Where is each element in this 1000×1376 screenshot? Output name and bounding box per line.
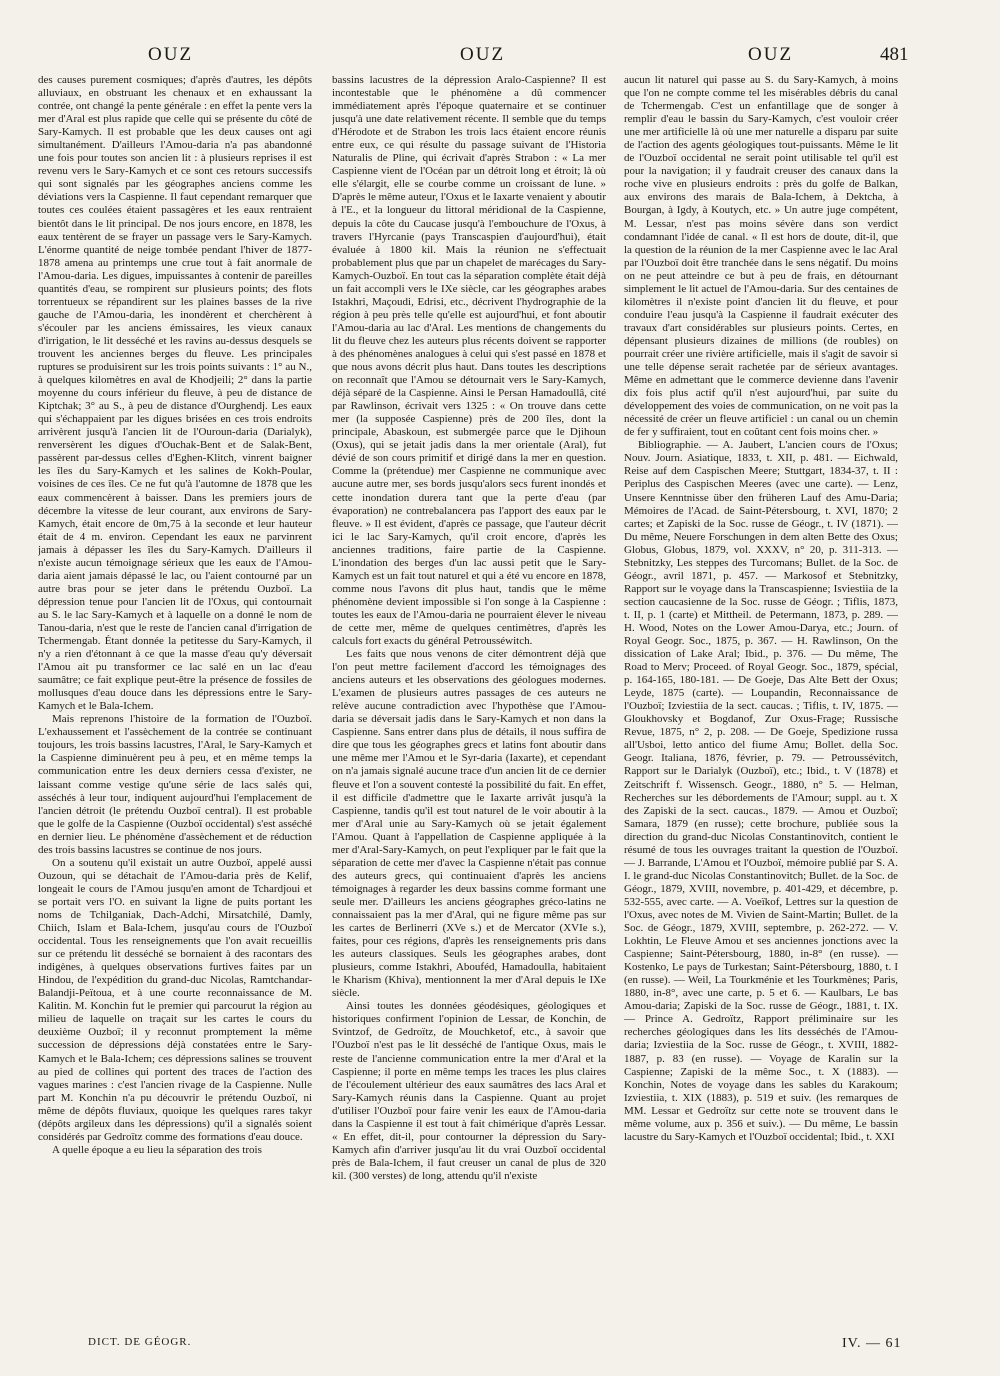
running-head-left: OUZ <box>148 44 194 65</box>
paragraph: bassins lacustres de la dépression Aralo-Caspienne? Il est incontestable que le phénomène a dû commencer immédiatement après l'époque quaternaire et se continuer jusqu'à une date relativement récente. Il semble que du temps d'Hérodote et de Strabon les trois lacs étaient encore réunis entre eux, ce qui résulte du passage suivant de l'Historia Naturalis de Pline, qui écrivait d'après Strabon : « La mer Caspienne vient de l'Océan par un détroit long et étroit; là où elle s'élargit, elle se courbe comme un croissant de lune. » D'après le même auteur, l'Oxus et le Iaxarte venaient y aboutir à l'E., et la longueur du littoral méridional de la Caspienne, depuis la côte du Caucase jusqu'à l'embouchure de l'Oxus, à travers l'Hyrcanie (pays Transcaspien d'aujourd'hui), était évaluée à 1800 kil. Mais la réunion ne s'effectuait probablement plus que par un chapelet de marécages du Sary-Kamych-Ouzboï. En tout cas la séparation complète était déjà un fait accompli vers le IXe siècle, car les géographes arabes Istakhri, Maçoudi, Edrisi, etc., décrivent l'hydrographie de la région à peu près telle qu'elle est aujourd'hui, et font aboutir l'Amou-daria au lac d'Aral. Les mentions de changements du lit du fleuve chez les auteurs plus récents doivent se rapporter à des phénomènes analogues à celui qui s'est passé en 1878 et que nous avons décrit plus haut. Dans toutes les descriptions on reconnaît que l'Amou se détournait vers le Sary-Kamych, déjà séparé de la Caspienne. Ainsi le Persan Hamadoullâ, cité par Rawlinson, écrivait vers 1325 : « On trouve dans cette mer (la supposée Caspienne) près de 200 îles, dont la principale, Abaskoun, est submergée parce que le Djihoun (Oxus), qui se jetait jadis dans la mer orientale (Aral), fut dévié de son cours primitif et dirigé dans la mer en question. Comme la (prétendue) mer Caspienne ne communique avec aucune autre mer, ses bords jusqu'alors secs furent inondés et cette inondation durera tant que la perte d'eau (par évaporation) ne contrebalancera pas l'apport des eaux par le fleuve. » Il est évident, d'après ce passage, que l'auteur décrit ici le lac Sary-Kamych, qu'il croit encore, d'après les anciennes traditions, faire partie de la Caspienne. L'inondation des berges d'un lac aussi petit que le Sary-Kamych est un fait tout naturel et qui a été vu encore en 1878, comme nous l'avons dit plus haut, tandis que le même phénomène devient impossible si l'on songe à la Caspienne : toutes les eaux de l'Amou-daria ne pourraient élever le niveau de cette mer, même de quelques centimètres, d'après les calculs fort exacts du général Petrousséwitch. <box>332 74 606 648</box>
bibliography: Bibliographie. — A. Jaubert, L'ancien cours de l'Oxus; Nouv. Journ. Asiatique, 1833, t. XII, p. 481. — Eichwald, Reise auf dem Caspischen Meere; Stuttgart, 1834-37, t. II : Periplus des Caspischen Meeres (avec une carte). — Lenz, Unsere Kenntnisse über den früheren Lauf des Amu-Daria; Mémoires de l'Acad. de Saint-Pétersbourg, t. XVI, 1870; 2 cartes; et Zapiski de la Soc. russe de Géogr., t. IV (1871). — Du même, Neuere Forschungen in dem alten Bette des Oxus; Globus, Globus, 1879, vol. XXXV, n° 20, p. 311-313. — Stebnitzky, Les steppes des Turcomans; Bullet. de la Soc. de Géogr., avril 1871, p. 457. — Markosof et Stebnitzky, Rapport sur le voyage dans la Transcaspienne; Isviestiia de la section caucasienne de la Soc. russe de Géogr. ; Tiflis, 1873, t. II, p. 1 (carte) et Mittheil. de Petermann, 1873, p. 289. — H. Wood, Notes on the Lower Amou-Darya, etc.; Journ. of Royal Geogr. Soc., 1875, p. 367. — H. Rawlinson, On the dissication of Lake Aral; Ibid., p. 376. — Du même, The Road to Merv; Proceed. of Royal Geogr. Soc., 1879, spécial, p. 164-165, 180-181. — De Goeje, Das Alte Bett der Oxus; Leyde, 1875 (carte). — Loupandin, Reconnaissance de l'Ouzboï; Izviestiia de la sect. caucas. ; Tiflis, t. IV, 1875. — Gloukhovsky et Bogdanof, Zur Oxus-Frage; Russische Revue, 1875, n° 2, p. 208. — De Goeje, Spedizione russa all'Usboi, letto antico del fiume Amu; Bollet. della Soc. Geogr. Italiana, 1876, février, p. 79. — Petroussévitch, Rapport sur le Darialyk (Ouzboï), etc.; Ibid., t. V (1878) et Zeitschrift f. Wissensch. Geogr., 1880, n° 5. — Helman, Recherches sur les débordements de l'Amour; suppl. au t. X des Zapiski de la sect. caucas., 1879. — Amou et Ouzboï; Samara, 1879 (en russe); cette brochure, publiée sous la direction du grand-duc Nicolas Constantinovitch, contient le résumé de tous les ouvrages traitant la question de l'Ouzboï. — J. Barrande, L'Amou et l'Ouzboï, mémoire publié par S. A. I. le grand-duc Nicolas Constantinovitch; Bullet. de la Soc. de Géogr., 1879, XVIII, novembre, p. 401-429, et décembre, p. 532-555, avec carte. — A. Voeïkof, Lettres sur la question de l'Oxus, avec notes de M. Vivien de Saint-Martin; Bullet. de la Soc. de Géogr., 1879, XVIII, septembre, p. 262-272. — V. Lokhtin, Le Fleuve Amou et ses anciennes jonctions avec la Caspienne; Saint-Pétersbourg, 1880, in-8° (en russe). — Kostenko, Le pays de Turkestan; Saint-Pétersbourg, 1880, t. I (en russe). — Weil, La Tourkménie et les Tourkmènes; Paris, 1880, in-8°, avec une carte, p. 5 et 6. — Kaulbars, Le bas Amou-daria; Zapiski de la Soc. russe de Géogr., 1881, t. IX. — Prince A. Gedroïtz, Rapport préliminaire sur les recherches géologiques dans les lits desséchés de l'Amou-daria; Izviestiia de la Soc. russe de Géogr., t. XVIII, 1882-1887, p. 83 (en russe). — Voyage de Karalin sur la Caspienne; Zapiski de la même Soc., t. X (1883). — Konchin, Notes de voyage dans les sables du Karakoum; Izviestiia, t. XIX (1883), p. 519 et suiv. (les remarques de MM. Lessar et Gedroïtz sur cette note se trouvent dans le même volume, aux p. 356 et suiv.). — Du même, Le bassin lacustre du Sary-Kamych et l'Ouzboï occidental; Ibid., t. XXI <box>624 439 898 1143</box>
paragraph: Mais reprenons l'histoire de la formation de l'Ouzboï. L'exhaussement et l'assèchement de la contrée se continuant toujours, les trois bassins lacustres, l'Aral, le Sary-Kamych et la Caspienne diminuèrent peu à peu, et en même temps la communication entre les deux derniers cessa d'exister, ne laissant comme vestige qu'une série de lacs salés qui, asséchés à leur tour, indiquent aujourd'hui l'emplacement de l'ancien détroit (le prétendu Ouzboï central). Il est probable que le golfe de la Caspienne (Ouzboï occidental) s'est asséché en dernier lieu. Le phénomène d'assèchement et de réduction des trois bassins lacustres se continue de nos jours. <box>38 713 312 856</box>
text-column-2 <box>332 74 606 1322</box>
running-head-center: OUZ <box>460 44 506 65</box>
paragraph: aucun lit naturel qui passe au S. du Sary-Kamych, à moins que l'on ne compte comme tel les misérables débris du canal de Tchermengab. C'est un enfantillage que de songer à remplir d'eau le bassin du Sary-Kamych, c'est vouloir créer une mer artificielle là où une mer naturelle a disparu par suite de l'action des agents géologiques tout-puissants. Même le lit de l'Ouzboï occidental ne serait point utilisable tel qu'il est pour la navigation; il y faudrait creuser des canaux dans la roche vive en plusieurs endroits : près du golfe de Balkan, aux environs des marais de Bala-Ichem, à Dektcha, à Bourgan, à Igdy, à Koutych, etc. » Un autre juge compétent, M. Lessar, n'est pas moins sévère dans son verdict condamnant l'idée de canal. « Il est hors de doute, dit-il, que la question de la réunion de la mer Caspienne avec le lac Aral par l'Ouzboï doit être tranchée dans le sens négatif. Du moins on ne peut atteindre ce but à peu de frais, en détournant simplement le lit actuel de l'Amou-daria. Sur des centaines de kilomètres il n'existe point d'ancien lit du fleuve, et pour conduire l'eau jusqu'à la Caspienne il faudrait exécuter des travaux d'art considérables sur plusieurs points. Certes, en dépensant plusieurs dizaines de millions (de roubles) on pourrait créer une rivière artificielle, mais il s'agit de savoir si une telle dépense serait rachetée par de sérieux avantages. Même en admettant que le commerce devienne dans l'avenir dix fois plus actif qu'il n'est aujourd'hui, par suite du développement des voies de communication, on ne voit pas la nécessité de créer un fleuve artificiel : un canal ou un chemin de fer y suffiraient, tout en coûtant cent fois moins cher. » <box>624 74 898 439</box>
paragraph: Les faits que nous venons de citer démontrent déjà que l'on peut mettre facilement d'accord les témoignages des anciens auteurs et les observations des géologues modernes. L'examen de plusieurs autres passages de ces auteurs ne relève aucune contradiction avec l'hypothèse que l'Amou-daria se déversait jadis dans le Sary-Kamych et non dans la Caspienne. Sans entrer dans plus de détails, il nous suffira de dire que tous les géographes grecs et latins font aboutir dans une même mer l'Amou et le Syr-daria (Iaxarte), et cependant on n'a jamais signalé aucune trace d'un ancien lit de ce dernier fleuve et l'on a souvent contesté la possibilité du fait. En effet, il est difficile d'admettre que le Iaxarte arrivât jusqu'à la Caspienne, tandis qu'il est tout naturel de le voir aboutir à la mer d'Aral unie au Sary-Kamych où se jetait également l'Amou. Quant à l'appellation de Caspienne appliquée à la mer d'Aral-Sary-Kamych, on peut l'expliquer par le fait que la séparation de cette mer d'avec la Caspienne n'était pas connue des auteurs grecs, qui continuaient d'après les anciens témoignages à regarder les deux bassins comme formant une seule mer. D'ailleurs les anciens géographes gréco-latins ne connaissaient pas la mer d'Aral, qui ne figure même pas sur les cartes de Berlinerri (XVe s.) et de Mercator (XVIe s.), faites, pour ces régions, d'après les renseignements pris dans les auteurs classiques. Seuls les géographes arabes, dont plusieurs, comme Istakhri, Abouféd, Hamadoulla, habitaient le Kharism (Khiva), mentionnent la mer d'Aral depuis le IXe siècle. <box>332 648 606 1000</box>
paragraph: des causes purement cosmiques; d'après d'autres, les dépôts alluviaux, en obstruant les chenaux et en exhaussant la contrée, ont changé la pente générale : en effet la pente vers la mer d'Aral est plus rapide que celle qui se présente du côté de Sary-Kamych. Il est probable que les deux causes ont agi simultanément. D'ailleurs l'Amou-daria n'a pas abandonné une fois pour toutes son ancien lit : à plusieurs reprises il est revenu vers le Sary-Kamych et ce sont ces retours successifs qui sont signalés par les géographes anciens comme les déviations vers la Caspienne. Il faut cependant remarquer que toutes ces coulées étaient passagères et les eaux rentraient bientôt dans le lit principal. De nos jours encore, en 1878, les eaux tentèrent de se frayer un passage vers le Sary-Kamych. L'énorme quantité de neige tombée pendant l'hiver de 1877-1878 amena au printemps une crue tout à fait anormale de l'Amou-daria. Les digues, impuissantes à contenir de pareilles quantités d'eau, se rompirent sur plusieurs points; des flots torrentueux se répandirent sur les plaines basses de la rive gauche de l'Amou-daria, les inondèrent et cherchèrent à s'écouler par les anciens émissaires, les vieux canaux d'irrigation, le lit desséché et les ravins au-dessus desquels se trouvent les anciennes berges du fleuve. Les principales ruptures se produisirent sur les trois points suivants : 1° au N., à quelques kilomètres en aval de Khodjeili; 2° dans la partie moyenne du cours inférieur du fleuve, à peu de distance de Kiptchak; 3° au S., à peu de distance d'Ourghendj. Les eaux qui s'échappaient par les digues brisées en ces trois endroits arrivèrent jusqu'à l'ancien lit de l'Ouroun-daria (Darialyk), renversèrent les digues d'Ouchak-Bent et de Salak-Bent, passèrent par-dessus celles d'Eghen-Klitch, vinrent baigner les îles du Sary-Kamych et les salines de Kokh-Poular, voisines de ces îles. Ce ne fut qu'à l'automne de 1878 que les eaux commencèrent à baisser. Dans les premiers jours de décembre la vitesse de leur courant, aux environs de Sary-Kamych, était encore de 0m,75 à la seconde et leur hauteur était de 4 m. environ. Cependant les eaux ne parvinrent jamais à dépasser les îles du Sary-Kamych. D'ailleurs il n'existe aucun témoignage sérieux que les eaux de l'Amou-daria aient jamais dépassé le lac, ou l'aient contourné par un autre bras pour se jeter dans le prétendu Ouzboï. La dépression tenue pour l'ancien lit de l'Oxus, qui contournait au S. le lac Sary-Kamych et à laquelle on a donné le nom de Tanou-daria, n'est que le reste de l'ancien canal d'irrigation de Tchermengab. Étant donnée la petitesse du Sary-Kamych, il n'y a rien d'étonnant à ce que la masse d'eau qu'y déversait l'Amou ait pu transformer ce lac salé en un lac d'eau saumâtre; ce fait explique peut-être la présence de fossiles de mollusques d'eau douce dans les dépressions entre le Sary-Kamych et le Bala-Ichem. <box>38 74 312 713</box>
running-head-right: OUZ <box>748 44 794 65</box>
text-column-1 <box>38 74 312 1322</box>
footer-left: DICT. DE GÉOGR. <box>88 1336 192 1348</box>
paragraph: Ainsi toutes les données géodésiques, géologiques et historiques confirment l'opinion de Lessar, de Konchin, de Svintzof, de Gedroïtz, de Mouchketof, etc., à savoir que l'Ouzboï n'est pas le lit desséché de l'antique Oxus, mais le reste de l'ancienne communication entre la mer d'Aral et la Caspienne; il porte en même temps les traces les plus claires de l'écoulement ultérieur des eaux saumâtres des lacs Aral et Sary-Kamych réunis dans la Caspienne. Quant au projet d'utiliser l'Ouzboï pour faire venir les eaux de l'Amou-daria dans la Caspienne il est tout à fait chimérique d'après Lessar. « En effet, dit-il, pour contourner la dépression du Sary-Kamych afin d'arriver jusqu'au lit du vrai Ouzboï occidental près de Bala-Ichem, il faut creuser un canal de plus de 320 kil. (300 verstes) de long, attendu qu'il n'existe <box>332 1000 606 1182</box>
paragraph: On a soutenu qu'il existait un autre Ouzboï, appelé aussi Ouzoun, qui se détachait de l'Amou-daria près de Kelif, longeait le cours de l'Amou jusqu'en amont de Tchardjoui et se portait vers l'O. en suivant la ligne de puits portant les noms de Tchilganiak, Dach-Adchi, Mirsatchilé, Damly, Chiich, Islam et Bala-Ichem, jusqu'au cours de l'Ouzboï occidental. Tous les renseignements que l'on avait recueillis sur ce prétendu lit desséché se bornaient à des racontars des indigènes, à quelques observations furtives faites par un Hindou, de l'expédition du grand-duc Nicolas, Ramtchandar-Balandji-Peïtoua, et à une courte reconnaissance de M. Kalitin. M. Konchin fut le premier qui parcourut la région au milieu de laquelle on traçait sur les cartes le cours du deuxième Ouzboï; il y reconnut promptement la même succession de dépressions déjà constatées entre le Sary-Kamych et le Bala-Ichem; ces dépressions salines se trouvent au pied de collines qui portent des traces de l'action des vagues marines : c'est l'ancien rivage de la Caspienne. Nulle part M. Konchin n'a pu découvrir le prétendu Ouzboï, ni même de dépôts fluviaux, quoique les quelques rares takyr (dépôts argileux dans les dépressions) qu'il a signalés soient considérés par Gedroïtz comme des formations d'eau douce. <box>38 856 312 1143</box>
footer-right: IV. — 61 <box>842 1336 902 1351</box>
text-column-3 <box>624 74 898 1322</box>
page-number: 481 <box>880 44 909 65</box>
paragraph: A quelle époque a eu lieu la séparation des trois <box>52 1143 262 1156</box>
